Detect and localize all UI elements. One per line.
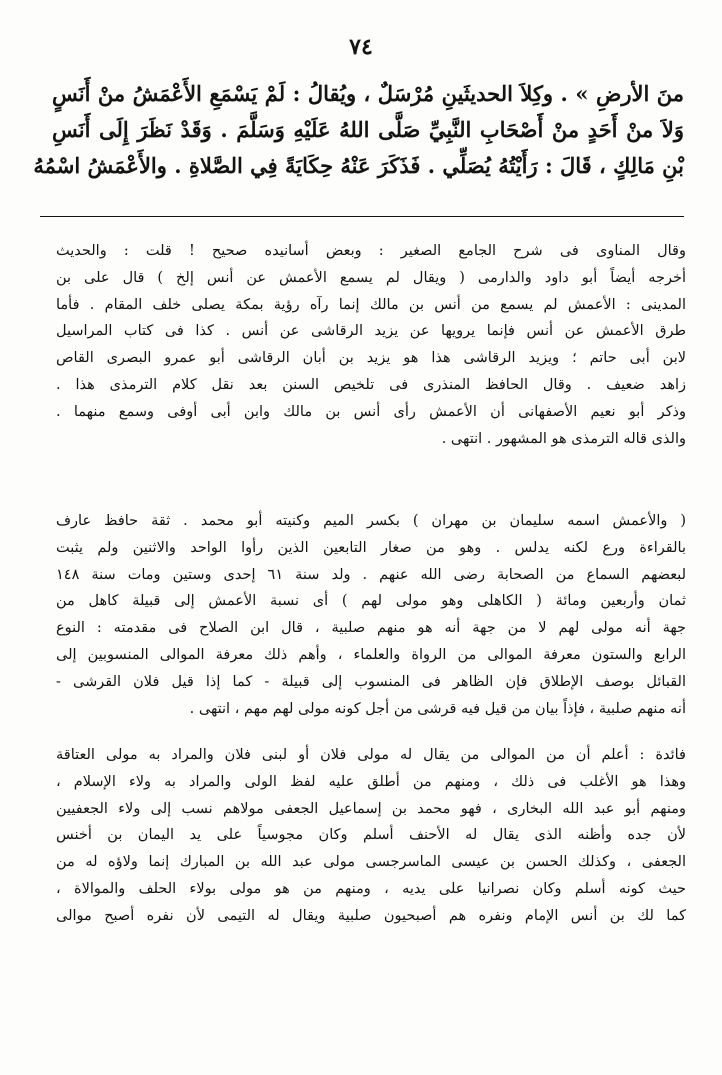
main-text-block (33, 76, 684, 184)
commentary-line: كما لك بن أنس الإمام ونفره هم أصبحيون صلبية ويقال له التيمى لأن نفره أصبح موالى (56, 907, 686, 924)
commentary-line: طرق الأعمش عن أنس فإنما يرويها عن يزيد الرقاشى عن أنس . كذا فى كتاب المراسيل (56, 323, 686, 340)
commentary-line: حيث كونه أسلم وكان نصرانيا على يديه ، ومنهم من هو مولى بولاء الحلف والموالاة ، (56, 880, 686, 897)
commentary-line: الجعفى ، وكذلك الحسن بن عيسى الماسرجسى مولى عبد الله بن المبارك إنما ولاؤه له من (56, 854, 686, 871)
commentary-line: فائدة : أعلم أن من الموالى من يقال له مولى فلان أو لبنى فلان والمراد به مولى العتاقة (56, 747, 686, 763)
commentary-line: المدينى : الأعمش لم يسمع من أنس بن مالك إنما رآه رؤية بمكة يصلى خلف المقام . فأما (56, 296, 686, 313)
commentary-line: والذى قاله الترمذى هو المشهور . انتهى . (441, 430, 686, 447)
commentary-line: ومنهم أبو عبد الله البخارى ، فهو محمد بن إسماعيل الجعفى مولاهم نسب إلى ولاء الجعفيين (56, 800, 686, 817)
commentary-line: أخرجه أيضاً أبو داود والدارمى ( ويقال لم يسمع الأعمش عن أنس إلخ ) قال على بن (56, 269, 686, 286)
commentary-line: ثمان وأربعين ومائة ( الكاهلى وهو مولى لهم ) أى نسبة الأعمش إلى قبيلة كاهل من (56, 593, 686, 610)
commentary-line: القبائل بوصف الإطلاق فإن الظاهر فى المنسوب إلى قبيلة - كما إذا قيل فلان القرشى - (56, 673, 686, 690)
commentary-line: لأن جده وأظنه الذى يقال له الأحنف أسلم وكان مجوسياً على يد اليمان بن أخنس (56, 827, 686, 844)
main-text-line: بْنِ مَالِكٍ ، قَالَ : رَأَيْتُهُ يُصَلِّي . فَذَكَرَ عَنْهُ حِكَايَةً فِي الصَّلاةِ . والأَعْمَشُ اسْمُهُ (33, 153, 684, 178)
commentary-line: زاهد ضعيف . وقال الحافظ المنذرى فى تلخيص السنن بعد نقل كلام الترمذى هذا . (56, 376, 686, 393)
commentary-line: ( والأعمش اسمه سليمان بن مهران ) بكسر الميم وكنيته أبو محمد . ثقة حافظ عارف (56, 513, 686, 529)
commentary-line: وقال المناوى فى شرح الجامع الصغير : وبعض أسانيده صحيح ! قلت : والحديث (56, 243, 686, 259)
commentary-line: الرابع والستون معرفة الموالى من الرواة والعلماء ، وأهم ذلك معرفة الموالى المنسوبين إلى (56, 646, 686, 663)
commentary-line: وذكر أبو نعيم الأصفهانى أن الأعمش رأى أنس بن مالك وابن أبى أوفى وسمع منهما . (56, 403, 686, 420)
page-number: ٧٤ (349, 34, 373, 60)
commentary-paragraph-2 (56, 508, 686, 722)
commentary-paragraph-1 (56, 238, 686, 452)
main-text-line: منَ الأرضِ » . وكِلاَ الحديثَينِ مُرْسَلٌ ، ويُقالُ : لَمْ يَسْمَعِ الأَعْمَشُ منْ أَنَسٍ (52, 81, 684, 106)
commentary-line: بالقراءة ورع لكنه يدلس . وهو من صغار التابعين الذين رأوا الواحد والاثنين ولم يثبت (56, 539, 686, 556)
commentary-line: وهذا هو الأغلب فى ذلك ، ومنهم من أطلق عليه لفظ الولى والمراد به ولاء الإسلام ، (56, 773, 686, 790)
commentary-line: جهة أنه مولى لهم لا من جهة أنه هو منهم صلبية ، قال ابن الصلاح فى مقدمته : النوع (56, 620, 686, 637)
commentary-line: لابن أبى حاتم ؛ ويزيد الرقاشى هذا هو يزيد بن أبان الرقاشى أبو عمرو البصرى القاص (56, 350, 686, 367)
commentary-line: لبعضهم السماع من الصحابة رضى الله عنهم . ولد سنة ٦١ إحدى وستين ومات سنة ١٤٨ (56, 566, 686, 583)
text-divider (40, 216, 684, 217)
main-text-line: وَلاَ منْ أَحَدٍ منْ أَصْحَابِ النَّبِيِّ صَلَّى اللهُ عَلَيْهِ وَسَلَّمَ . وَقَدْ نَظَرَ إِلَى أَنَسِ (52, 117, 684, 142)
commentary-paragraph-3 (56, 742, 686, 930)
commentary-line: أنه منهم صلبية ، فإذاً بيان من قيل فيه قرشى من أجل كونه مولى لهم مهم ، انتهى . (189, 700, 686, 717)
